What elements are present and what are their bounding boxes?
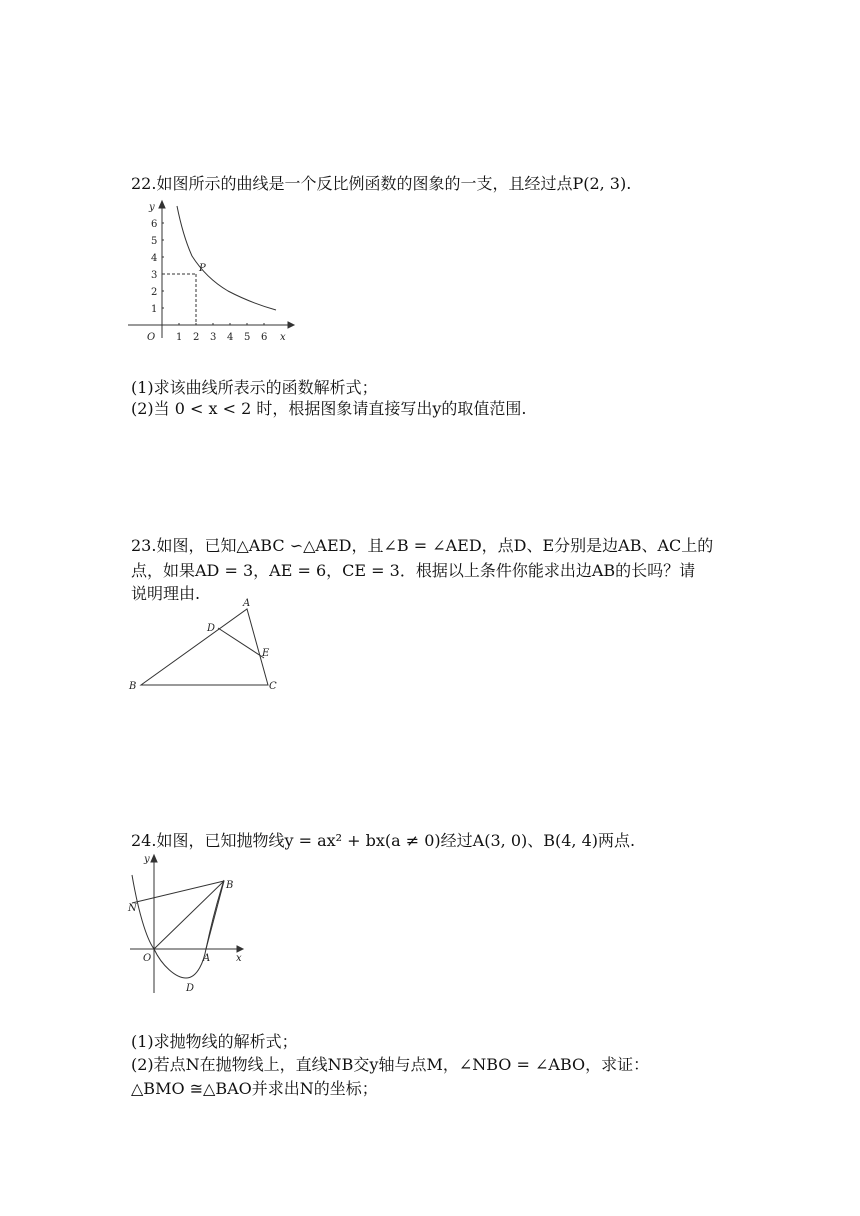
- q22-x-tick: 6: [261, 332, 268, 343]
- q22-y-tick: 6: [151, 219, 158, 230]
- q22-part2: (2)当 0 < x < 2 时，根据图象请直接写出y的取值范围.: [131, 399, 527, 418]
- q22-hyperbola: [177, 206, 276, 310]
- q24-label-x: x: [236, 953, 242, 964]
- q23-line2: 点，如果AD = 3，AE = 6，CE = 3．根据以上条件你能求出边AB的长吗？请: [131, 561, 696, 580]
- q22-x-tick: 3: [210, 332, 217, 343]
- q23-figure: [126, 598, 286, 693]
- q23-label-b: B: [129, 681, 137, 692]
- q22-part1: (1)求该曲线所表示的函数解析式；: [131, 378, 378, 397]
- q24-part3: △BMO ≅△BAO并求出N的坐标；: [131, 1079, 378, 1098]
- q24-y-arrow: [151, 855, 157, 862]
- q24-label-d: D: [186, 983, 195, 994]
- q24-label-n: N: [128, 903, 137, 914]
- q22-figure: [126, 198, 296, 348]
- q22-x-tick: 2: [193, 332, 200, 343]
- q22-x-tick: 5: [244, 332, 251, 343]
- q24-label-o: O: [143, 953, 152, 964]
- q23-label-d: D: [207, 623, 216, 634]
- q23-label-e: E: [262, 648, 270, 659]
- q24-part1: (1)求抛物线的解析式；: [131, 1032, 298, 1051]
- q24-label-a: A: [203, 953, 211, 964]
- q22-x-arrow: [288, 322, 294, 328]
- q24-x-arrow: [237, 946, 243, 952]
- q24-part2: (2)若点N在抛物线上，直线NB交y轴与点M，∠NBO = ∠ABO，求证：: [131, 1055, 650, 1074]
- q22-y-tick: 4: [151, 253, 158, 264]
- q23-line1: 23.如图，已知△ABC ∽△AED，且∠B = ∠AED，点D、E分别是边AB、AC上的: [131, 536, 714, 555]
- q22-x-tick: 1: [176, 332, 183, 343]
- q22-stem: 22.如图所示的曲线是一个反比例函数的图象的一支，且经过点P(2, 3).: [131, 174, 632, 193]
- q24-figure: [124, 850, 254, 998]
- q24-label-b: B: [226, 880, 234, 891]
- q22-y-tick: 1: [151, 304, 158, 315]
- q22-y-tick: 3: [151, 270, 158, 281]
- q22-point-label: P: [199, 263, 206, 274]
- q23-label-c: C: [269, 681, 277, 692]
- q24-segment-nb: [132, 881, 224, 903]
- q22-y-label: y: [149, 202, 155, 213]
- q23-label-a: A: [243, 598, 251, 609]
- q24-segment-ab: [206, 881, 224, 949]
- q22-x-label: x: [280, 332, 286, 343]
- q23-triangle-abc: [141, 609, 268, 685]
- q22-y-arrow: [159, 201, 165, 208]
- q23-segment-de: [218, 628, 264, 658]
- q23-line3: 说明理由.: [131, 584, 201, 603]
- q24-stem: 24.如图，已知抛物线y = ax² + bx(a ≠ 0)经过A(3, 0)、B(4, 4)两点.: [131, 831, 636, 850]
- q22-y-tick: 5: [151, 236, 158, 247]
- q24-label-y: y: [144, 854, 150, 865]
- q22-x-tick: 4: [227, 332, 234, 343]
- q22-origin-label: O: [147, 332, 156, 343]
- q22-y-tick: 2: [151, 287, 158, 298]
